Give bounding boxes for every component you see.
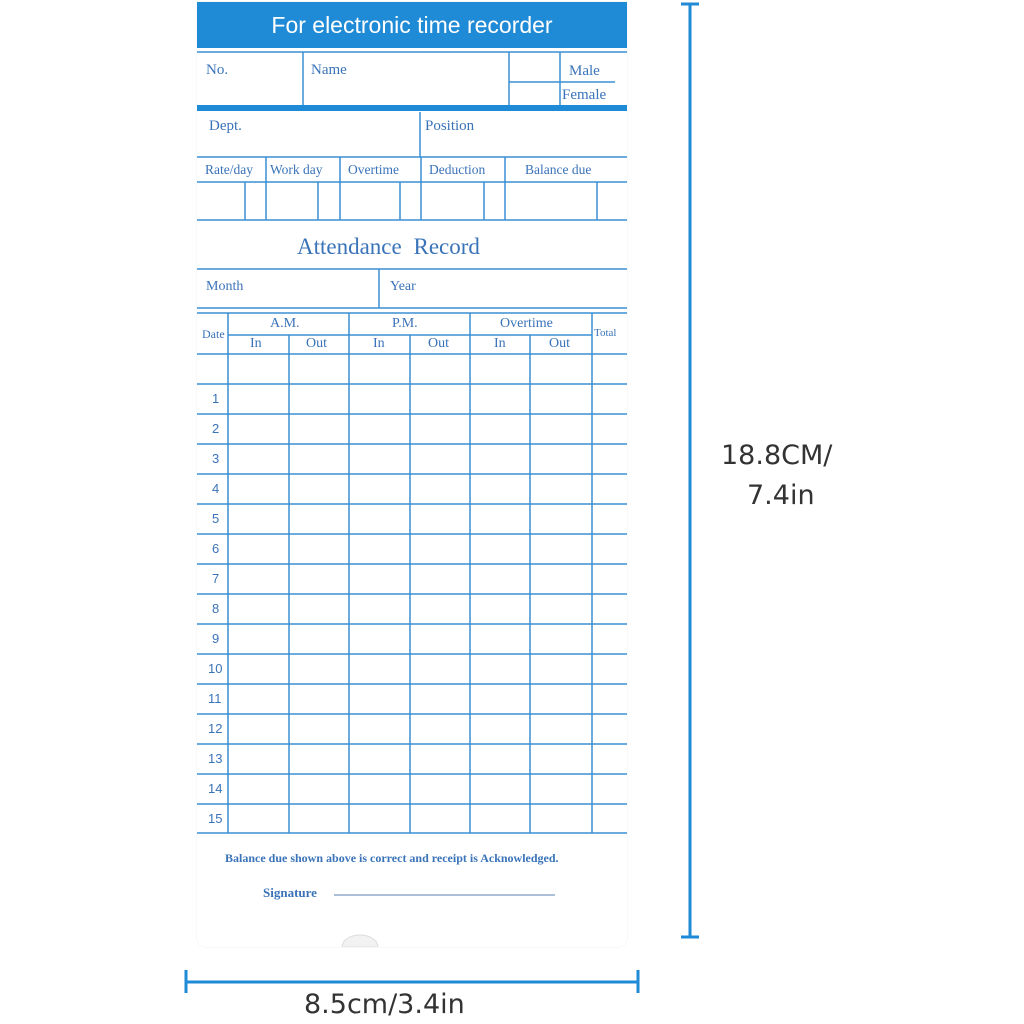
height-dimension-line1: 18.8CM/ <box>721 440 833 471</box>
day-number-9: 9 <box>212 631 220 646</box>
day-number-5: 5 <box>212 511 220 526</box>
female-label: Female <box>562 87 607 103</box>
month-label: Month <box>206 279 244 294</box>
day-number-12: 12 <box>208 721 223 736</box>
acknowledgement-text: Balance due shown above is correct and receipt is Acknowledged. <box>225 851 559 865</box>
day-number-6: 6 <box>212 541 220 556</box>
pay-header-overtime: Overtime <box>348 162 399 177</box>
day-number-3: 3 <box>212 451 220 466</box>
signature-label: Signature <box>263 885 317 900</box>
pm-out-label: Out <box>428 336 449 351</box>
pay-header-deduction: Deduction <box>429 162 486 177</box>
ot-out-label: Out <box>549 336 570 351</box>
day-number-10: 10 <box>208 661 223 676</box>
am-out-label: Out <box>306 336 327 351</box>
pm-header: P.M. <box>392 316 418 331</box>
day-number-15: 15 <box>208 811 223 826</box>
day-number-4: 4 <box>212 481 220 496</box>
date-header: Date <box>202 327 225 341</box>
year-label: Year <box>390 279 416 294</box>
day-number-13: 13 <box>208 751 223 766</box>
overtime-header: Overtime <box>500 316 553 331</box>
pm-in-label: In <box>373 336 385 351</box>
day-number-11: 11 <box>208 691 222 706</box>
day-number-7: 7 <box>212 571 220 586</box>
position-label: Position <box>425 118 475 134</box>
name-label: Name <box>311 62 347 78</box>
pay-header-rate-day: Rate/day <box>205 162 253 177</box>
total-header: Total <box>594 327 617 339</box>
dept-label: Dept. <box>209 118 242 134</box>
am-header: A.M. <box>270 316 300 331</box>
day-number-8: 8 <box>212 601 220 616</box>
attendance-record-title: Attendance Record <box>297 234 480 259</box>
am-in-label: In <box>250 336 262 351</box>
pay-header-work-day: Work day <box>270 162 323 177</box>
card-header: For electronic time recorder <box>197 2 627 48</box>
day-number-14: 14 <box>208 781 223 796</box>
width-dimension-label: 8.5cm/3.4in <box>304 989 465 1020</box>
day-number-1: 1 <box>212 391 220 406</box>
ot-in-label: In <box>494 336 506 351</box>
male-label: Male <box>569 63 600 79</box>
pay-header-balance-due: Balance due <box>525 162 592 177</box>
no-label: No. <box>206 62 229 78</box>
height-dimension-line2: 7.4in <box>747 480 815 511</box>
day-number-2: 2 <box>212 421 220 436</box>
